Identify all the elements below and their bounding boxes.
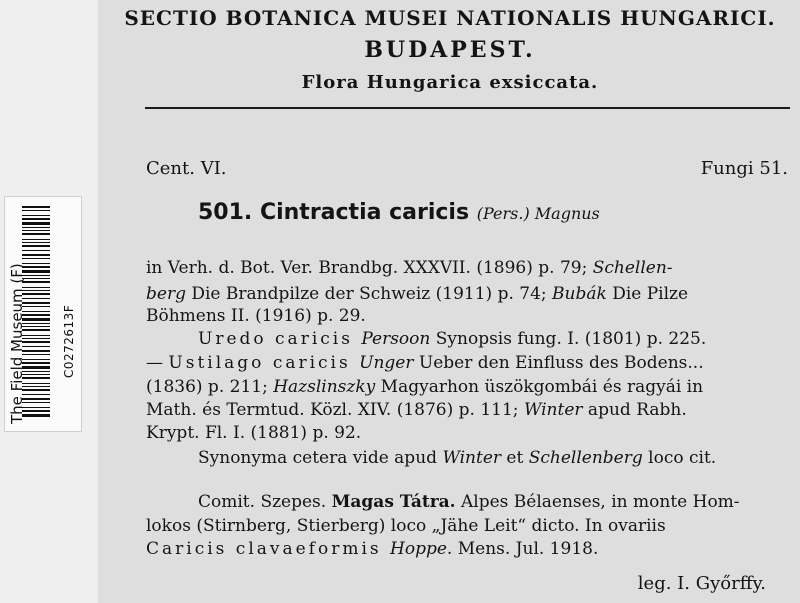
text-segment: Schellenberg bbox=[528, 448, 643, 468]
text-segment: Hazslinszky bbox=[273, 377, 376, 397]
text-line bbox=[146, 353, 704, 374]
header-city: BUDAPEST. bbox=[364, 37, 536, 63]
text-segment: et bbox=[501, 448, 529, 468]
text-line bbox=[146, 284, 688, 305]
text-segment: Uredo caricis bbox=[198, 329, 362, 349]
text-segment: Caricis clavaeformis bbox=[146, 539, 391, 559]
text-line bbox=[146, 516, 666, 537]
text-segment: Krypt. Fl. I. (1881) p. 92. bbox=[146, 423, 362, 443]
century-label: Cent. VI. bbox=[146, 158, 227, 179]
text-line bbox=[146, 258, 673, 279]
text-segment: loco cit. bbox=[642, 448, 717, 468]
text-line bbox=[198, 492, 740, 513]
text-line bbox=[146, 377, 703, 398]
collector-signature: leg. I. Győrffy. bbox=[637, 573, 766, 594]
fungi-number: Fungi 51. bbox=[700, 158, 788, 179]
text-segment: Math. és Termtud. Közl. XIV. (1876) p. 111; bbox=[146, 400, 524, 420]
text-segment: Winter bbox=[523, 400, 583, 420]
text-segment: . Mens. Jul. 1918. bbox=[446, 539, 599, 559]
catalog-number: C0272613F bbox=[62, 304, 76, 378]
text-segment: Die Pilze bbox=[606, 284, 689, 304]
text-segment: Persoon bbox=[361, 329, 431, 349]
text-line bbox=[146, 423, 361, 444]
species-name: Cintractia caricis bbox=[259, 200, 470, 225]
text-segment: — bbox=[146, 353, 169, 373]
text-line bbox=[146, 539, 598, 560]
header-rule bbox=[145, 107, 790, 109]
text-segment: Magyarhon üszökgombái és ragyái in bbox=[375, 377, 704, 397]
text-segment: Böhmens II. (1916) p. 29. bbox=[146, 306, 366, 326]
text-segment: Hoppe bbox=[390, 539, 447, 559]
text-segment: berg bbox=[146, 284, 186, 304]
header-series: Flora Hungarica exsiccata. bbox=[301, 72, 599, 93]
text-segment: Ustilago caricis bbox=[168, 353, 360, 373]
text-segment: Alpes Bélaenses, in monte Hom- bbox=[455, 492, 740, 512]
text-segment: lokos (Stirnberg, Stierberg) loco „Jähe Leit“ dicto. In ovariis bbox=[146, 516, 666, 536]
text-segment: Winter bbox=[442, 448, 502, 468]
text-segment: (1836) p. 211; bbox=[146, 377, 274, 397]
text-segment: Schellen- bbox=[592, 258, 673, 278]
species-title bbox=[198, 200, 600, 225]
museum-name: The Field Museum (F) bbox=[8, 263, 26, 424]
barcode bbox=[22, 206, 50, 418]
text-segment: Bubák bbox=[552, 284, 607, 304]
species-number: 501. bbox=[198, 200, 253, 225]
text-segment: Synopsis fung. I. (1801) p. 225. bbox=[430, 329, 707, 349]
text-line bbox=[198, 448, 716, 469]
species-author: (Pers.) Magnus bbox=[476, 204, 600, 223]
text-line bbox=[146, 306, 366, 327]
text-segment: Comit. Szepes. bbox=[198, 492, 332, 512]
text-line bbox=[146, 400, 687, 421]
text-segment: Unger bbox=[359, 353, 414, 373]
text-segment: apud Rabh. bbox=[582, 400, 687, 420]
text-line bbox=[198, 329, 706, 350]
text-segment: Synonyma cetera vide apud bbox=[198, 448, 443, 468]
header-institution: SECTIO BOTANICA MUSEI NATIONALIS HUNGARICI. bbox=[124, 6, 776, 30]
text-segment: Die Brandpilze der Schweiz (1911) p. 74; bbox=[185, 284, 553, 304]
text-segment: Ueber den Einfluss des Bodens... bbox=[413, 353, 704, 373]
text-segment: in Verh. d. Bot. Ver. Brandbg. XXXVII. (1896) p. 79; bbox=[146, 258, 593, 278]
text-segment: Magas Tátra. bbox=[331, 492, 456, 512]
